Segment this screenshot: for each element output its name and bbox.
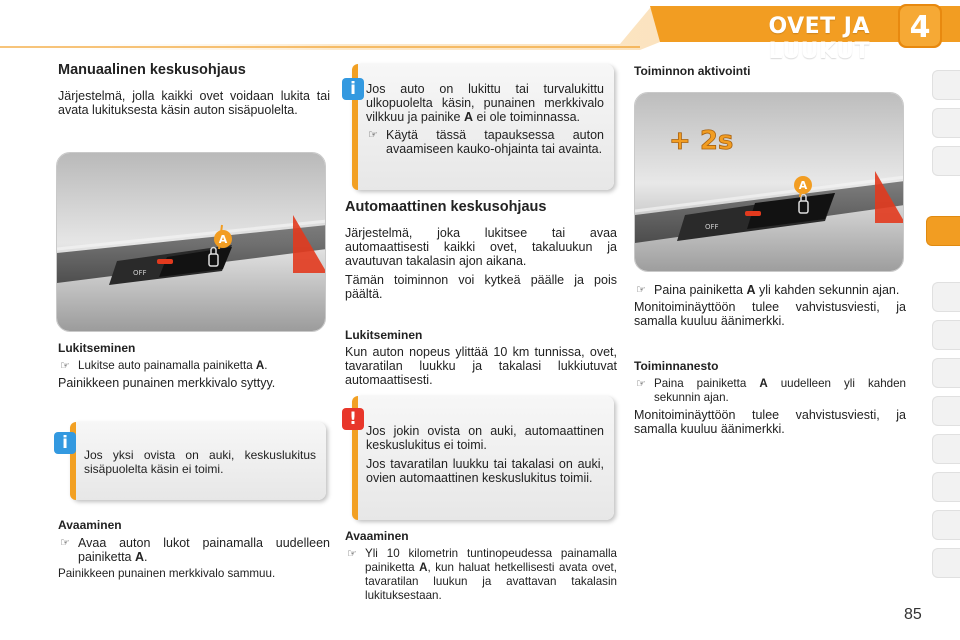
side-tab[interactable] [932,108,960,138]
warning-icon: ! [342,408,364,430]
column-manual [58,58,330,117]
manual-section-title: Manuaalinen keskusohjaus [58,62,246,78]
warning-note-text-1: Jos jokin ovista on auki, automaattinen keskuslukitus ei toimi. [366,424,604,452]
side-tab[interactable] [932,510,960,540]
auto-intro: Järjestelmä, joka lukitsee tai avaa automaattisesti kaikki ovet, takaluukun ja avautuvan takalasin ajon aikana. [345,226,617,268]
manual-locking-bullet: ☞ Lukitse auto painamalla painiketta A. [60,359,268,372]
auto-toggle: Tämän toiminnon voi kytkeä päälle ja pois päältä. [345,273,617,301]
button-a-callout: A [798,179,808,192]
page-number: 85 [904,606,922,623]
page-title: OVET JA LUUKUT [768,14,870,64]
dashboard-hold-graphic [635,93,904,272]
off-switch-label: OFF [705,223,719,231]
dashboard-button-photo [56,152,326,332]
side-tab[interactable] [932,282,960,312]
deactivation-bullet: ☞ Paina painiketta A uudelleen yli kahden sekunnin ajan. [636,377,906,404]
auto-locking-heading: Lukitseminen [345,328,423,342]
auto-locking-text: Kun auton nopeus ylittää 10 km tunnissa, ovet, tavaratilan luukku ja takalasi lukkiutuvat automaattisesti. [345,345,617,387]
deactivation-text: Monitoiminäyttöön tulee vahvistusviesti, ja samalla kuuluu äänimerkki. [634,408,906,436]
manual-locking-note: Painikkeen punainen merkkivalo syttyy. [58,376,276,390]
manual-unlocking-bullet: ☞ Avaa auton lukot painamalla uudelleen painiketta A. [60,536,330,564]
auto-unlocking-block [345,529,617,603]
pointing-hand-icon: ☞ [368,128,378,141]
button-a-callout: A [218,233,228,246]
pointing-hand-icon: ☞ [60,359,70,372]
info-note-locked [352,64,614,190]
activation-text: Monitoiminäyttöön tulee vahvistusviesti, ja samalla kuuluu äänimerkki. [634,300,906,328]
manual-unlocking-note: Painikkeen punainen merkkivalo sammuu. [58,567,276,580]
info-icon: i [54,432,76,454]
side-tab[interactable] [932,434,960,464]
auto-unlocking-bullet: ☞ Yli 10 kilometrin tuntinopeudessa painamalla painiketta A, kun haluat hetkellisesti avata ovet, tavaratilan luukun ja avattavan takalasin lukituksestaan. [347,547,617,602]
activation-bullet: ☞ Paina painiketta A yli kahden sekunnin ajan. [636,283,900,297]
chapter-side-tabs [930,70,960,580]
column-auto [345,199,617,387]
warning-note [352,396,614,520]
pointing-hand-icon: ☞ [636,377,646,390]
side-tab[interactable] [932,146,960,176]
info-icon: i [342,78,364,100]
manual-unlocking-block [58,518,330,581]
info-note-locked-bullet: ☞ Käytä tässä tapauksessa auton avaamiseen kauko-ohjainta tai avainta. [368,128,604,156]
side-tab[interactable] [932,358,960,388]
warning-note-text-2: Jos tavaratilan luukku tai takalasi on auki, ovien automaattinen keskuslukitus toimii. [366,457,604,485]
activation-heading: Toiminnon aktivointi [634,64,751,78]
side-tab-active[interactable] [926,216,960,246]
side-tab[interactable] [932,70,960,100]
column-activation [634,58,906,78]
chapter-number: 4 [909,10,931,45]
auto-unlocking-heading: Avaaminen [345,529,409,543]
off-switch-label: OFF [133,269,147,277]
dashboard-hold-photo [634,92,904,272]
deactivation-heading: Toiminnanesto [634,359,719,373]
info-note-locked-text: Jos auto on lukittu tai turvalukittu ulkopuolelta käsin, punainen merkkivalo vilkkuu ja painike A ei ole toiminnassa. [366,82,604,124]
manual-unlocking-heading: Avaaminen [58,518,122,532]
hold-duration-label: + 2s [669,126,734,156]
side-tab[interactable] [932,396,960,426]
info-note-manual [70,422,326,500]
side-tab[interactable] [932,320,960,350]
activation-block [634,283,906,436]
manual-locking-heading: Lukitseminen [58,341,136,355]
pointing-hand-icon: ☞ [347,547,357,560]
auto-section-title: Automaattinen keskusohjaus [345,199,547,215]
side-tab[interactable] [932,472,960,502]
manual-locking-block [58,341,330,390]
info-note-manual-text: Jos yksi ovista on auki, keskuslukitus sisäpuolelta käsin ei toimi. [84,448,316,476]
manual-intro: Järjestelmä, jolla kaikki ovet voidaan lukita tai avata lukituksesta käsin auton sisäpuolelta. [58,89,330,117]
side-tab[interactable] [932,548,960,578]
pointing-hand-icon: ☞ [636,283,646,296]
dashboard-button-graphic [57,153,326,332]
pointing-hand-icon: ☞ [60,536,70,549]
header-band [0,0,960,64]
